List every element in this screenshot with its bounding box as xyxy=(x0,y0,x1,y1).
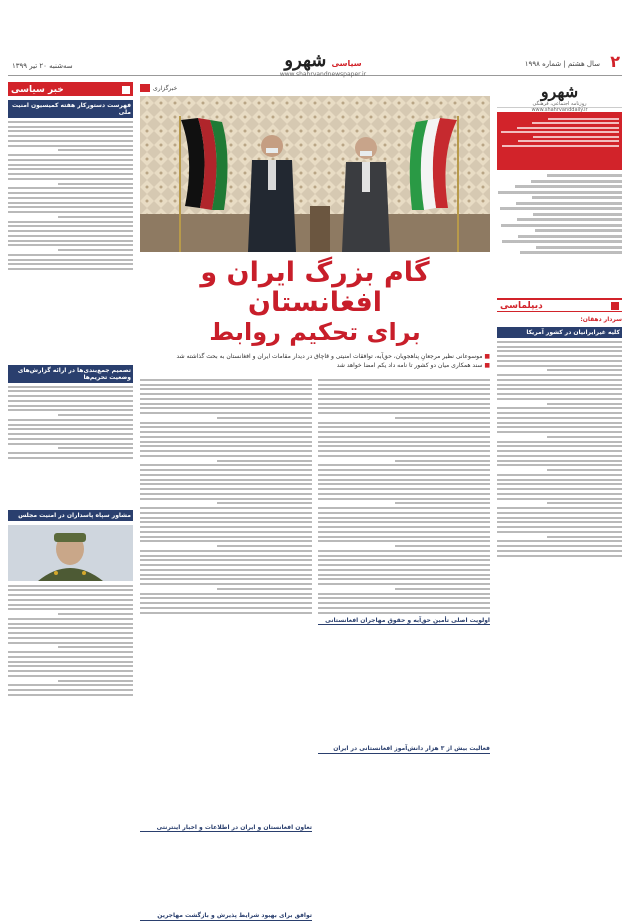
text-line-placeholder xyxy=(318,469,490,471)
text-line-placeholder xyxy=(8,627,133,629)
text-line-placeholder xyxy=(497,388,622,390)
text-line-placeholder xyxy=(497,521,622,523)
text-line-placeholder xyxy=(318,474,490,476)
text-line-placeholder xyxy=(8,187,133,189)
text-line-placeholder xyxy=(497,355,622,357)
text-line-placeholder xyxy=(140,436,312,438)
text-line-placeholder xyxy=(497,441,622,443)
center-header xyxy=(140,82,490,94)
text-line-placeholder xyxy=(8,675,133,677)
text-line-placeholder xyxy=(8,254,133,256)
text-line-placeholder xyxy=(318,559,490,561)
text-line-placeholder xyxy=(497,531,622,533)
text-line-placeholder xyxy=(318,436,490,438)
lead-photo xyxy=(140,96,490,252)
text-line-placeholder xyxy=(536,246,622,249)
text-line-placeholder xyxy=(547,536,622,538)
center-body xyxy=(140,376,490,919)
section-title: خبر سیاسی xyxy=(11,84,64,95)
text-line-placeholder xyxy=(8,230,133,232)
text-line-placeholder xyxy=(58,414,133,416)
text-line-placeholder xyxy=(318,597,490,599)
masthead xyxy=(497,82,622,113)
text-line-placeholder xyxy=(318,550,490,552)
text-line-placeholder xyxy=(497,417,622,419)
text-line-placeholder xyxy=(547,369,622,371)
masthead-name: شهرو xyxy=(540,82,579,101)
text-line-placeholder xyxy=(8,428,133,430)
text-line-placeholder xyxy=(395,417,490,419)
text-line-placeholder xyxy=(8,244,133,246)
text-line-placeholder xyxy=(140,450,312,452)
text-line-placeholder xyxy=(497,431,622,433)
text-line-placeholder xyxy=(140,507,312,509)
header-note: خبرگزاری xyxy=(153,84,178,92)
text-line-placeholder xyxy=(547,469,622,471)
text-line-placeholder xyxy=(140,384,312,386)
text-line-placeholder xyxy=(8,192,133,194)
text-line-placeholder xyxy=(58,447,133,449)
text-line-placeholder xyxy=(517,218,622,221)
lead-1: موسوعانی نظیر مرجعانِ پناهجویان، حق‌آبه، توافقات امنیتی و قاچاق در دیدار مقامات ایران و افغانستان به بحث گذاشته شد xyxy=(176,353,483,360)
text-line-placeholder xyxy=(8,159,133,161)
right-column xyxy=(497,82,622,810)
left-subhead-2: تصمیم جمع‌بندی‌ها در ارائه گزارش‌های وضعیت تحریم‌ها xyxy=(8,365,133,383)
text-line-placeholder xyxy=(140,607,312,609)
text-line-placeholder xyxy=(140,379,312,381)
text-line-placeholder xyxy=(8,221,133,223)
text-line-placeholder xyxy=(8,154,133,156)
text-line-placeholder xyxy=(140,407,312,409)
text-line-placeholder xyxy=(497,379,622,381)
left-column xyxy=(8,82,133,810)
masthead-url: www.shahrvanddaily.ir xyxy=(531,107,588,113)
text-line-placeholder xyxy=(497,455,622,457)
text-line-placeholder xyxy=(8,121,133,123)
text-line-placeholder xyxy=(140,488,312,490)
text-line-placeholder xyxy=(497,479,622,481)
text-line-placeholder xyxy=(8,259,133,261)
section-title: دیپلماسی xyxy=(500,300,543,311)
meeting-photo-illustration xyxy=(140,96,490,252)
right-subhead-1: سردار دهقان: xyxy=(580,316,622,323)
text-line-placeholder xyxy=(318,498,490,500)
text-line-placeholder xyxy=(8,263,133,265)
text-line-placeholder xyxy=(533,136,619,138)
text-line-placeholder xyxy=(497,346,622,348)
text-line-placeholder xyxy=(318,493,490,495)
text-line-placeholder xyxy=(395,545,490,547)
text-line-placeholder xyxy=(318,512,490,514)
text-line-placeholder xyxy=(140,445,312,447)
text-line-placeholder xyxy=(8,197,133,199)
center-column-1 xyxy=(318,376,490,806)
banner-logo xyxy=(273,50,373,78)
text-line-placeholder xyxy=(140,612,312,614)
text-line-placeholder xyxy=(497,464,622,466)
text-line-placeholder xyxy=(8,684,133,686)
text-line-placeholder xyxy=(497,350,622,352)
text-line-placeholder xyxy=(140,393,312,395)
text-line-placeholder xyxy=(547,403,622,405)
text-line-placeholder xyxy=(217,417,312,419)
text-line-placeholder xyxy=(140,469,312,471)
text-line-placeholder xyxy=(8,651,133,653)
text-line-placeholder xyxy=(318,574,490,576)
text-line-placeholder xyxy=(140,559,312,561)
text-line-placeholder xyxy=(518,140,619,142)
text-line-placeholder xyxy=(497,512,622,514)
issue-label: سال هشتم | شماره ۱۹۹۸ xyxy=(524,60,600,68)
right-column-text xyxy=(497,341,622,701)
text-line-placeholder xyxy=(497,365,622,367)
text-line-placeholder xyxy=(8,656,133,658)
text-line-placeholder xyxy=(8,604,133,606)
portrait-illustration xyxy=(8,525,133,581)
lead-2: سند همکاری میان دو کشور تا نامه داد یکم امضا خواهد شد xyxy=(336,362,483,369)
text-line-placeholder xyxy=(395,502,490,504)
text-line-placeholder xyxy=(500,207,623,210)
text-line-placeholder xyxy=(497,550,622,552)
text-line-placeholder xyxy=(8,130,133,132)
left-column-text-1 xyxy=(8,121,133,361)
text-line-placeholder xyxy=(58,183,133,185)
text-line-placeholder xyxy=(497,426,622,428)
text-line-placeholder xyxy=(547,502,622,504)
text-line-placeholder xyxy=(318,521,490,523)
text-line-placeholder xyxy=(140,583,312,585)
text-line-placeholder xyxy=(8,386,133,388)
text-line-placeholder xyxy=(318,398,490,400)
text-line-placeholder xyxy=(318,393,490,395)
text-line-placeholder xyxy=(140,597,312,599)
text-line-placeholder xyxy=(318,612,490,614)
text-line-placeholder xyxy=(8,424,133,426)
text-line-placeholder xyxy=(140,493,312,495)
text-line-placeholder xyxy=(497,445,622,447)
text-line-placeholder xyxy=(395,460,490,462)
info-box xyxy=(497,112,622,170)
text-line-placeholder xyxy=(140,531,312,533)
text-line-placeholder xyxy=(535,229,623,232)
text-line-placeholder xyxy=(497,360,622,362)
left-column-text-2 xyxy=(8,386,133,506)
text-line-placeholder xyxy=(140,412,312,414)
text-line-placeholder xyxy=(8,400,133,402)
text-line-placeholder xyxy=(318,388,490,390)
text-line-placeholder xyxy=(497,407,622,409)
text-line-placeholder xyxy=(8,409,133,411)
text-line-placeholder xyxy=(497,517,622,519)
text-line-placeholder xyxy=(497,540,622,542)
section-icon xyxy=(611,302,619,310)
text-line-placeholder xyxy=(140,403,312,405)
text-line-placeholder xyxy=(497,488,622,490)
text-line-placeholder xyxy=(318,488,490,490)
text-line-placeholder xyxy=(140,526,312,528)
text-line-placeholder xyxy=(8,405,133,407)
text-line-placeholder xyxy=(520,251,623,254)
text-line-placeholder xyxy=(8,419,133,421)
credits-box xyxy=(497,174,622,292)
headline-line-1: گام بزرگ ایران و افغانستان xyxy=(200,257,430,318)
text-line-placeholder xyxy=(8,225,133,227)
text-line-placeholder xyxy=(318,422,490,424)
text-line-placeholder xyxy=(318,517,490,519)
text-line-placeholder xyxy=(501,224,622,227)
text-line-placeholder xyxy=(140,483,312,485)
text-line-placeholder xyxy=(58,680,133,682)
text-line-placeholder xyxy=(8,594,133,596)
text-line-placeholder xyxy=(58,249,133,251)
banner-url: www.shahrvandnewspaper.ir xyxy=(279,71,367,78)
text-line-placeholder xyxy=(8,642,133,644)
text-line-placeholder xyxy=(501,131,619,133)
text-line-placeholder xyxy=(318,455,490,457)
text-line-placeholder xyxy=(8,599,133,601)
text-line-placeholder xyxy=(497,422,622,424)
text-line-placeholder xyxy=(8,665,133,667)
inline-head-1: اولویت اصلی تأمین حق‌آبه و حقوق مهاجران افغانستانی xyxy=(318,617,490,626)
text-line-placeholder xyxy=(217,460,312,462)
text-line-placeholder xyxy=(8,145,133,147)
text-line-placeholder xyxy=(318,536,490,538)
text-line-placeholder xyxy=(318,540,490,542)
text-line-placeholder xyxy=(8,126,133,128)
text-line-placeholder xyxy=(8,608,133,610)
text-line-placeholder xyxy=(140,388,312,390)
text-line-placeholder xyxy=(497,384,622,386)
text-line-placeholder xyxy=(497,412,622,414)
text-line-placeholder xyxy=(140,498,312,500)
text-line-placeholder xyxy=(8,661,133,663)
text-line-placeholder xyxy=(8,589,133,591)
text-line-placeholder xyxy=(318,555,490,557)
text-line-placeholder xyxy=(58,216,133,218)
banner-date: سه‌شنبه ۲۰ تیر ۱۳۹۹ xyxy=(12,62,73,70)
text-line-placeholder xyxy=(140,479,312,481)
text-line-placeholder xyxy=(497,526,622,528)
text-line-placeholder xyxy=(8,443,133,445)
top-banner xyxy=(8,50,622,76)
text-line-placeholder xyxy=(318,379,490,381)
text-line-placeholder xyxy=(140,431,312,433)
text-line-placeholder xyxy=(531,180,622,183)
text-line-placeholder xyxy=(8,173,133,175)
text-line-placeholder xyxy=(497,393,622,395)
text-line-placeholder xyxy=(8,390,133,392)
text-line-placeholder xyxy=(318,384,490,386)
text-line-placeholder xyxy=(8,452,133,454)
text-line-placeholder xyxy=(318,403,490,405)
text-line-placeholder xyxy=(516,202,622,205)
text-line-placeholder xyxy=(140,474,312,476)
left-column-text-3 xyxy=(8,585,133,765)
text-line-placeholder xyxy=(140,574,312,576)
text-line-placeholder xyxy=(497,341,622,343)
left-subhead-3: مشاور سپاه پاسداران در امنیت مجلس xyxy=(8,510,133,521)
text-line-placeholder xyxy=(8,206,133,208)
text-line-placeholder xyxy=(532,122,619,124)
text-line-placeholder xyxy=(8,637,133,639)
text-line-placeholder xyxy=(8,670,133,672)
header-badge xyxy=(140,84,150,92)
text-line-placeholder xyxy=(140,517,312,519)
text-line-placeholder xyxy=(548,118,619,120)
text-line-placeholder xyxy=(318,412,490,414)
text-line-placeholder xyxy=(497,545,622,547)
text-line-placeholder xyxy=(502,145,619,147)
text-line-placeholder xyxy=(515,185,623,188)
text-line-placeholder xyxy=(318,526,490,528)
text-line-placeholder xyxy=(8,694,133,696)
text-line-placeholder xyxy=(497,398,622,400)
text-line-placeholder xyxy=(8,623,133,625)
text-line-placeholder xyxy=(497,507,622,509)
text-line-placeholder xyxy=(8,585,133,587)
text-line-placeholder xyxy=(8,240,133,242)
text-line-placeholder xyxy=(58,613,133,615)
text-line-placeholder xyxy=(547,436,622,438)
banner-logo-text: شهرو xyxy=(284,50,327,71)
text-line-placeholder xyxy=(8,211,133,213)
text-line-placeholder xyxy=(140,569,312,571)
banner-tagline: سیاسی xyxy=(331,59,362,68)
lead-line-1: ■ موسوعانی نظیر مرجعانِ پناهجویان، حق‌آبه، توافقات امنیتی و قاچاق در دیدار مقامات ایران و افغانستان به بحث گذاشته شد xyxy=(176,353,490,360)
text-line-placeholder xyxy=(140,564,312,566)
text-line-placeholder xyxy=(497,555,622,557)
text-line-placeholder xyxy=(318,464,490,466)
text-line-placeholder xyxy=(318,407,490,409)
section-bar-political-news xyxy=(8,82,133,96)
text-line-placeholder xyxy=(8,395,133,397)
text-line-placeholder xyxy=(318,431,490,433)
text-line-placeholder xyxy=(8,268,133,270)
text-line-placeholder xyxy=(318,441,490,443)
text-line-placeholder xyxy=(140,536,312,538)
text-line-placeholder xyxy=(318,564,490,566)
text-line-placeholder xyxy=(318,483,490,485)
center-column-lines xyxy=(140,379,312,614)
text-line-placeholder xyxy=(497,474,622,476)
text-line-placeholder xyxy=(8,632,133,634)
right-subhead-2: کلیه غیرایرانیان در کشور آمریکا xyxy=(497,327,622,338)
text-line-placeholder xyxy=(140,426,312,428)
text-line-placeholder xyxy=(497,493,622,495)
text-line-placeholder xyxy=(318,578,490,580)
text-line-placeholder xyxy=(140,602,312,604)
text-line-placeholder xyxy=(217,588,312,590)
text-line-placeholder xyxy=(318,531,490,533)
lead-line-2: ■ سند همکاری میان دو کشور تا نامه داد یکم امضا خواهد شد xyxy=(336,362,490,369)
text-line-placeholder xyxy=(8,135,133,137)
text-line-placeholder xyxy=(8,438,133,440)
text-line-placeholder xyxy=(497,374,622,376)
text-line-placeholder xyxy=(517,127,619,129)
center-article xyxy=(140,82,490,919)
text-line-placeholder xyxy=(8,164,133,166)
text-line-placeholder xyxy=(8,618,133,620)
text-line-placeholder xyxy=(140,550,312,552)
center-column-lines xyxy=(318,379,490,614)
text-line-placeholder xyxy=(318,569,490,571)
text-line-placeholder xyxy=(318,426,490,428)
text-line-placeholder xyxy=(140,540,312,542)
general-portrait-photo xyxy=(8,525,133,581)
text-line-placeholder xyxy=(533,213,622,216)
text-line-placeholder xyxy=(497,460,622,462)
text-line-placeholder xyxy=(140,464,312,466)
text-line-placeholder xyxy=(318,607,490,609)
text-line-placeholder xyxy=(8,178,133,180)
text-line-placeholder xyxy=(497,483,622,485)
text-line-placeholder xyxy=(497,498,622,500)
text-line-placeholder xyxy=(140,555,312,557)
text-line-placeholder xyxy=(140,422,312,424)
text-line-placeholder xyxy=(217,545,312,547)
text-line-placeholder xyxy=(318,507,490,509)
text-line-placeholder xyxy=(140,578,312,580)
masthead-subtitle: روزنامه اجتماعی، فرهنگی xyxy=(532,101,587,107)
text-line-placeholder xyxy=(518,235,622,238)
text-line-placeholder xyxy=(8,168,133,170)
text-line-placeholder xyxy=(395,588,490,590)
text-line-placeholder xyxy=(140,441,312,443)
text-line-placeholder xyxy=(318,479,490,481)
section-bar-diplomacy xyxy=(497,298,622,312)
left-subhead-1: فهرست دستورکار هفته کمیسیون امنیت ملی xyxy=(8,100,133,118)
text-line-placeholder xyxy=(318,593,490,595)
text-line-placeholder xyxy=(140,398,312,400)
text-line-placeholder xyxy=(217,502,312,504)
text-line-placeholder xyxy=(8,433,133,435)
text-line-placeholder xyxy=(318,450,490,452)
text-line-placeholder xyxy=(318,602,490,604)
page-number: ۲ xyxy=(610,52,620,71)
center-column-2 xyxy=(140,376,312,919)
text-line-placeholder xyxy=(502,240,622,243)
text-line-placeholder xyxy=(497,450,622,452)
text-line-placeholder xyxy=(8,235,133,237)
text-line-placeholder xyxy=(8,140,133,142)
text-line-placeholder xyxy=(318,445,490,447)
text-line-placeholder xyxy=(8,689,133,691)
lead-text xyxy=(140,352,490,370)
text-line-placeholder xyxy=(318,583,490,585)
text-line-placeholder xyxy=(58,646,133,648)
section-icon xyxy=(122,86,130,94)
headline-line-2: برای تحکیم روابط xyxy=(209,318,421,346)
text-line-placeholder xyxy=(532,196,622,199)
text-line-placeholder xyxy=(140,521,312,523)
inline-head-4: توافق برای بهبود شرایط پذیرش و بازگشت مهاجرین xyxy=(140,912,312,921)
text-line-placeholder xyxy=(8,457,133,459)
text-line-placeholder xyxy=(8,202,133,204)
inline-head-2: فعالیت بیش از ۳ هزار دانش‌آموز افغانستانی در ایران xyxy=(318,745,490,754)
text-line-placeholder xyxy=(140,455,312,457)
text-line-placeholder xyxy=(547,174,622,177)
text-line-placeholder xyxy=(58,149,133,151)
text-line-placeholder xyxy=(140,512,312,514)
inline-head-3: تعاون افغانستان و ایران در اطلاعات و اخبار اینترنتی xyxy=(140,824,312,833)
text-line-placeholder xyxy=(498,191,622,194)
headline xyxy=(140,258,490,346)
text-line-placeholder xyxy=(140,593,312,595)
